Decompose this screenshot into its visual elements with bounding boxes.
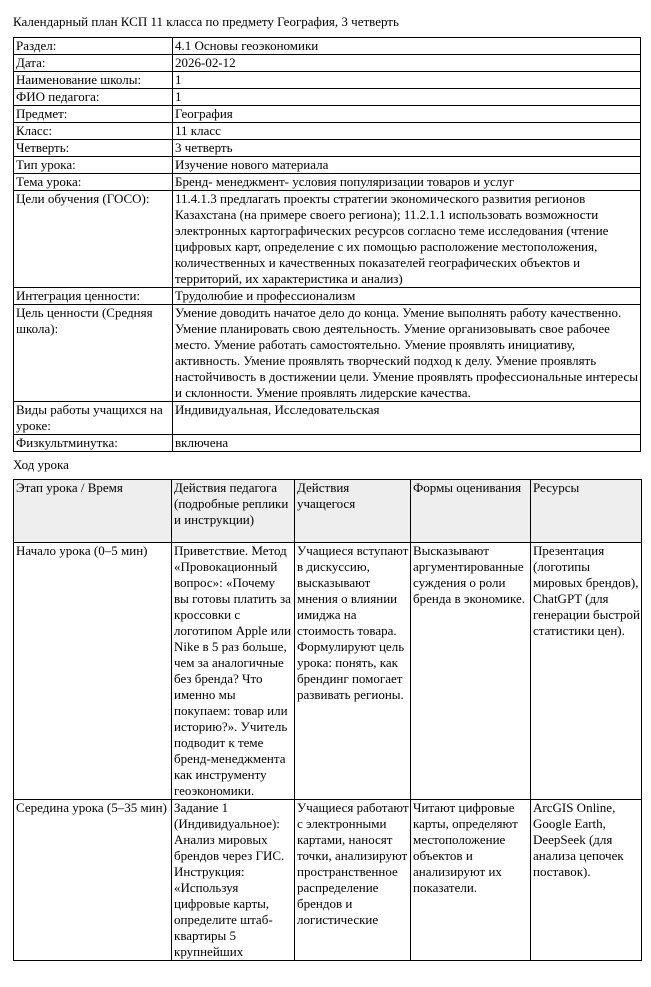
- info-label: Интеграция ценности:: [14, 288, 173, 305]
- student-actions-cell: Учащиеся вступают в дискуссию, высказывают мнения о влиянии имиджа на стоимость товара. Формулируют цель урока: понять, как брендинг помогает развивать регионы.: [295, 543, 411, 800]
- info-label: Предмет:: [14, 106, 173, 123]
- info-value: География: [173, 106, 641, 123]
- info-row: [14, 435, 641, 452]
- stage-cell: Середина урока (5–35 мин): [14, 800, 172, 961]
- info-value: 4.1 Основы геоэкономики: [173, 38, 641, 55]
- info-row: [14, 38, 641, 55]
- assessment-cell: Читают цифровые карты, определяют местоположение объектов и анализируют их показатели.: [411, 800, 531, 961]
- plan-header-cell: Действия педагога (подробные реплики и инструкции): [172, 480, 295, 543]
- info-row: [14, 305, 641, 402]
- plan-header-cell: Ресурсы: [531, 480, 642, 543]
- info-value: 1: [173, 89, 641, 106]
- lesson-progress-label: Ход урока: [13, 457, 69, 472]
- info-label: Тема урока:: [14, 174, 173, 191]
- info-row: [14, 402, 641, 435]
- teacher-actions-cell: Приветствие. Метод «Провокационный вопрос»: «Почему вы готовы платить за кроссовки с логотипом Apple или Nike в 5 раз больше, чем за аналогичные без бренда? Что именно мы покупаем: товар или историю?». Учитель подводит к теме бренд-менеджмента как инструменту геоэкономики.: [172, 543, 295, 800]
- info-label: Цели обучения (ГОСО):: [14, 191, 173, 288]
- info-label: ФИО педагога:: [14, 89, 173, 106]
- info-value: 2026-02-12: [173, 55, 641, 72]
- info-value: 1: [173, 72, 641, 89]
- info-label: Раздел:: [14, 38, 173, 55]
- student-actions-cell: Учащиеся работают с электронными картами, наносят точки, анализируют пространственное распределение брендов и логистические: [295, 800, 411, 961]
- info-value: Изучение нового материала: [173, 157, 641, 174]
- lesson-plan-table: [13, 479, 642, 961]
- stage-cell: Начало урока (0–5 мин): [14, 543, 172, 800]
- info-row: [14, 157, 641, 174]
- assessment-cell: Высказывают аргументированные суждения о роли бренда в экономике.: [411, 543, 531, 800]
- info-row: [14, 55, 641, 72]
- info-value: Бренд- менеджмент- условия популяризации товаров и услуг: [173, 174, 641, 191]
- plan-row: [14, 543, 642, 800]
- plan-header-cell: Действия учащегося: [295, 480, 411, 543]
- info-row: [14, 288, 641, 305]
- resources-cell: Презентация (логотипы мировых брендов), ChatGPT (для генерации быстрой статистики цен).: [531, 543, 642, 800]
- info-row: [14, 106, 641, 123]
- resources-cell: ArcGIS Online, Google Earth, DeepSeek (для анализа цепочек поставок).: [531, 800, 642, 961]
- info-row: [14, 72, 641, 89]
- info-row: [14, 140, 641, 157]
- info-value: Индивидуальная, Исследовательская: [173, 402, 641, 435]
- info-label: Наименование школы:: [14, 72, 173, 89]
- info-label: Цель ценности (Средняя школа):: [14, 305, 173, 402]
- lesson-info-table: [13, 37, 641, 452]
- info-row: [14, 123, 641, 140]
- plan-header-row: [14, 480, 642, 543]
- info-value: Трудолюбие и профессионализм: [173, 288, 641, 305]
- info-value: 3 четверть: [173, 140, 641, 157]
- info-value: Умение доводить начатое дело до конца. Умение выполнять работу качественно. Умение планировать свою деятельность. Умение организовывать свое рабочее место. Умение работать самостоятельно. Умение проявлять инициативу, активность. Умение проявлять творческий подход к делу. Умение проявлять настойчивость в достижении цели. Умение проявлять профессиональные интересы и склонности. Умение проявлять лидерские качества.: [173, 305, 641, 402]
- info-label: Тип урока:: [14, 157, 173, 174]
- info-label: Дата:: [14, 55, 173, 72]
- document-title: Календарный план КСП 11 класса по предмету География, 3 четверть: [13, 14, 399, 29]
- info-row: [14, 191, 641, 288]
- info-value: 11 класс: [173, 123, 641, 140]
- teacher-actions-cell: Задание 1 (Индивидуальное): Анализ мировых брендов через ГИС. Инструкция: «Используя цифровые карты, определите штаб-квартиры 5 крупнейших: [172, 800, 295, 961]
- info-label: Виды работы учащихся на уроке:: [14, 402, 173, 435]
- info-label: Физкультминутка:: [14, 435, 173, 452]
- info-row: [14, 89, 641, 106]
- info-row: [14, 174, 641, 191]
- info-value: включена: [173, 435, 641, 452]
- info-value: 11.4.1.3 предлагать проекты стратегии экономического развития регионов Казахстана (на примере своего региона); 11.2.1.1 использовать возможности электронных картографических ресурсов согласно теме исследования (чтение цифровых карт, определение с их помощью расположение местоположения, количественных и качественных показателей географических объектов и территорий, их характеристика и анализ): [173, 191, 641, 288]
- info-label: Класс:: [14, 123, 173, 140]
- plan-header-cell: Формы оценивания: [411, 480, 531, 543]
- plan-row: [14, 800, 642, 961]
- info-label: Четверть:: [14, 140, 173, 157]
- plan-header-cell: Этап урока / Время: [14, 480, 172, 543]
